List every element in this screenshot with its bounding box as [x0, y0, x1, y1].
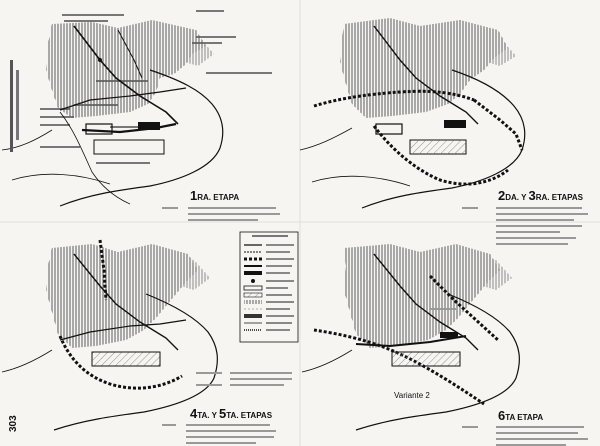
panel-1-title-rest: RA. ETAPA	[197, 193, 240, 202]
panel-2-coast-left	[300, 128, 352, 150]
panel-3-title-mid: TA. Y	[197, 411, 220, 420]
panel-1-port-zone	[94, 140, 164, 154]
panel-1-industrial-zone	[86, 124, 112, 134]
panel-2-caption-lines	[462, 207, 588, 245]
legend-symbols	[244, 245, 262, 330]
panel-4-port-zone	[392, 352, 460, 366]
panel-2-title	[498, 188, 584, 203]
panel-3-title-rest: TA. ETAPAS	[226, 411, 273, 420]
panel-3-title-num-2: 5	[219, 406, 227, 421]
panel-2-title-mid: DA. Y	[505, 193, 529, 202]
panel-4-coast-left	[302, 350, 352, 372]
panel-3-coast-left	[2, 350, 52, 372]
panel-1-coast-bottom	[12, 174, 110, 184]
panel-2-urban-area	[340, 18, 508, 118]
panel-2-industrial-zone	[376, 124, 402, 134]
panel-1-station-marker	[98, 58, 102, 62]
panel-4-variant-label: Variante 2	[394, 391, 430, 400]
legend-label-lines	[266, 244, 294, 331]
page-number: 303	[8, 415, 19, 432]
panel-2-station-block	[444, 120, 466, 128]
panel-1-caption-lines	[162, 207, 280, 221]
panel-1-map	[2, 10, 280, 221]
panel-3-port-zone	[92, 352, 160, 366]
panel-3-caption-lines	[162, 372, 292, 444]
panel-2-new-rail-south	[374, 126, 508, 184]
panel-4-title-num: 6	[498, 408, 506, 423]
panel-2-title-num-1: 2	[498, 188, 506, 203]
panel-4-station-block	[440, 332, 458, 338]
panel-4-title-rest: TA ETAPA	[505, 413, 544, 422]
panel-4-map	[302, 244, 588, 446]
panel-3-title	[190, 406, 273, 421]
panel-3-title-num-1: 4	[190, 406, 198, 421]
panel-4-title	[498, 408, 543, 423]
panel-4-caption-lines	[430, 308, 588, 446]
panel-2-title-rest: RA. ETAPAS	[535, 193, 584, 202]
panel-2-yard-hatched	[410, 140, 466, 154]
panel-2-title-num-2: 3	[528, 188, 536, 203]
panel-2-map	[300, 18, 588, 245]
panel-1-title-num: 1	[190, 188, 198, 203]
panel-1-station-block	[138, 122, 160, 130]
side-title	[10, 60, 19, 152]
legend	[240, 232, 298, 342]
panel-1-title	[190, 188, 239, 203]
panel-2-coast-bottom	[312, 176, 410, 186]
